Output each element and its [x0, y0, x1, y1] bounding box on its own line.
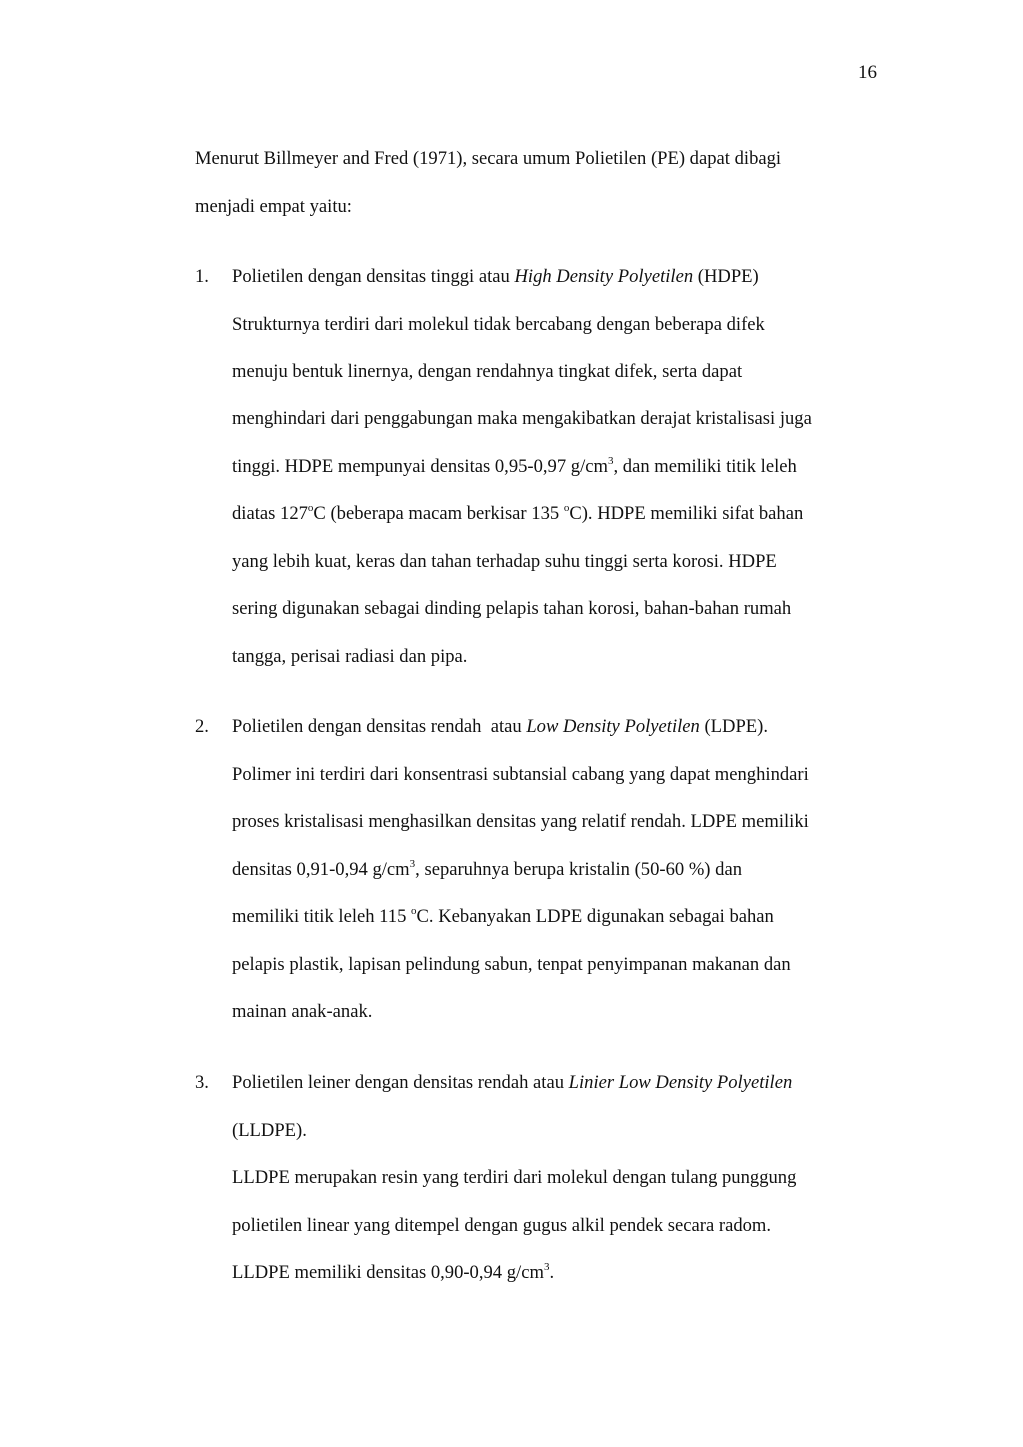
list-item-title [232, 1070, 792, 1096]
list-number: 2. [195, 716, 209, 737]
intro-line: Menurut Billmeyer and Fred (1971), secara umum Polietilen (PE) dapat dibagi [195, 148, 782, 169]
body-text: C. Kebanyakan LDPE digunakan sebagai bahan [416, 906, 774, 927]
body-text: tinggi. HDPE mempunyai densitas 0,95-0,97 g/cm [232, 456, 608, 477]
title-italic: High Density Polyetilen [514, 266, 694, 287]
body-text: C). HDPE memiliki sifat bahan [569, 503, 804, 524]
body-line [232, 1260, 554, 1286]
body-line: mainan anak-anak. [232, 1001, 373, 1022]
superscript: 3 [409, 857, 416, 870]
body-line [232, 454, 797, 480]
body-line: proses kristalisasi menghasilkan densitas yang relatif rendah. LDPE memiliki [232, 811, 809, 832]
body-text: diatas 127 [232, 503, 308, 524]
superscript: o [411, 904, 417, 917]
body-text: densitas 0,91-0,94 g/cm [232, 859, 410, 880]
body-line: menuju bentuk linernya, dengan rendahnya tingkat difek, serta dapat [232, 361, 743, 382]
page-number: 16 [858, 62, 877, 83]
body-line: LLDPE merupakan resin yang terdiri dari molekul dengan tulang punggung [232, 1167, 797, 1188]
list-number: 1. [195, 266, 209, 287]
body-line [232, 857, 742, 883]
body-text: LLDPE memiliki densitas 0,90-0,94 g/cm [232, 1262, 544, 1283]
list-item-title [232, 264, 759, 290]
body-line: Polimer ini terdiri dari konsentrasi subtansial cabang yang dapat menghindari [232, 764, 809, 785]
title-text: (LDPE). [699, 716, 769, 737]
body-line: pelapis plastik, lapisan pelindung sabun, tenpat penyimpanan makanan dan [232, 954, 791, 975]
body-line [232, 501, 803, 527]
superscript: o [563, 501, 570, 514]
title-italic: Linier Low Density Polyetilen [568, 1072, 793, 1093]
superscript: o [307, 501, 314, 514]
title-text: Polietilen leiner dengan densitas rendah atau [232, 1072, 569, 1093]
body-line: menghindari dari penggabungan maka mengakibatkan derajat kristalisasi juga [232, 408, 812, 429]
title-text: Polietilen dengan densitas tinggi atau [232, 266, 515, 287]
list-number: 3. [195, 1072, 209, 1093]
body-text: . [549, 1262, 555, 1283]
list-item-title [232, 714, 768, 740]
body-text: memiliki titik leleh 115 [232, 906, 412, 927]
body-line: tangga, perisai radiasi dan pipa. [232, 646, 468, 667]
superscript: 3 [543, 1260, 550, 1273]
title-text: Polietilen dengan densitas rendah atau [232, 716, 527, 737]
body-text: , separuhnya berupa kristalin (50-60 %) dan [415, 859, 742, 880]
body-text: C (beberapa macam berkisar 135 [313, 503, 564, 524]
body-line: yang lebih kuat, keras dan tahan terhadap suhu tinggi serta korosi. HDPE [232, 551, 777, 572]
intro-line: menjadi empat yaitu: [195, 196, 352, 217]
body-text: , dan memiliki titik leleh [613, 456, 797, 477]
title-italic: Low Density Polyetilen [526, 716, 700, 737]
list-item-title-continued: (LLDPE). [232, 1120, 307, 1141]
body-line: polietilen linear yang ditempel dengan gugus alkil pendek secara radom. [232, 1215, 772, 1236]
title-text: (HDPE) [693, 266, 759, 287]
superscript: 3 [607, 454, 614, 467]
body-line: Strukturnya terdiri dari molekul tidak bercabang dengan beberapa difek [232, 314, 765, 335]
body-line: sering digunakan sebagai dinding pelapis tahan korosi, bahan-bahan rumah [232, 598, 792, 619]
body-line [232, 904, 774, 930]
